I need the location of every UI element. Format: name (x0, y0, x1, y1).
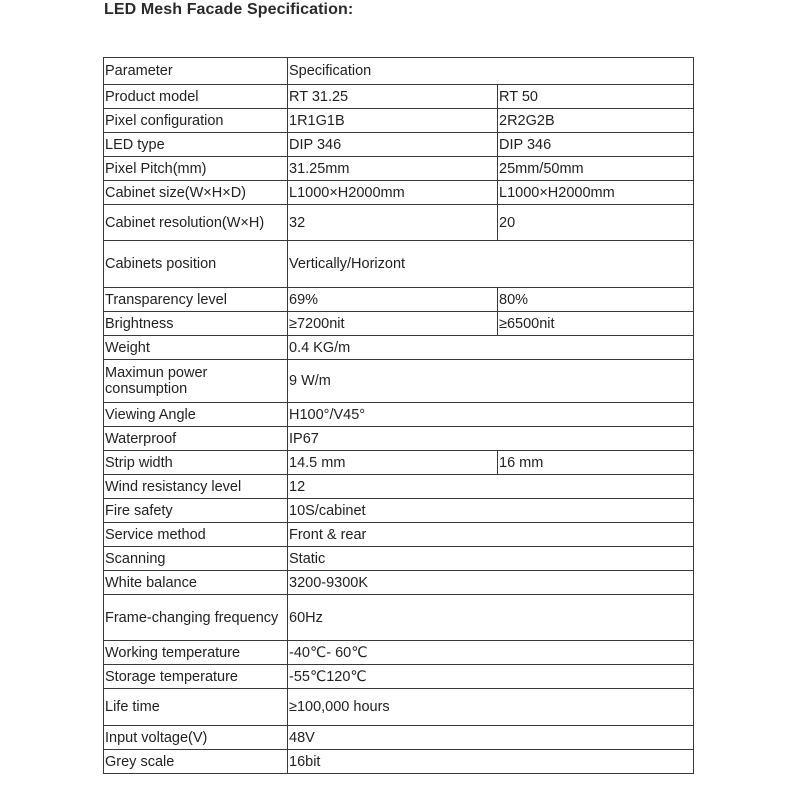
row-value-2: ≥6500nit (498, 312, 694, 336)
table-row (104, 750, 694, 774)
table-row (104, 427, 694, 451)
table-row (104, 547, 694, 571)
row-label: Parameter (104, 58, 288, 85)
row-label: Service method (104, 523, 288, 547)
specification-table (103, 57, 694, 774)
row-value-2: 20 (498, 205, 694, 241)
row-value-1: ≥7200nit (288, 312, 498, 336)
row-value: 10S/cabinet (288, 499, 694, 523)
row-label: Scanning (104, 547, 288, 571)
table-row (104, 403, 694, 427)
table-row (104, 499, 694, 523)
table-row (104, 288, 694, 312)
row-value: H100°/V45° (288, 403, 694, 427)
row-value: 48V (288, 726, 694, 750)
row-label: Pixel configuration (104, 109, 288, 133)
row-label: Frame-changing frequency (104, 595, 288, 641)
row-value: 3200-9300K (288, 571, 694, 595)
row-value-2: 80% (498, 288, 694, 312)
row-label: Cabinet size(W×H×D) (104, 181, 288, 205)
row-value: ≥100,000 hours (288, 689, 694, 726)
page-title: LED Mesh Facade Specification: (104, 1, 354, 18)
row-value-1: L1000×H2000mm (288, 181, 498, 205)
row-value-1: 69% (288, 288, 498, 312)
row-value-2: 25mm/50mm (498, 157, 694, 181)
table-row (104, 109, 694, 133)
row-label: Brightness (104, 312, 288, 336)
row-value: IP67 (288, 427, 694, 451)
row-label: Working temperature (104, 641, 288, 665)
row-label: Cabinets position (104, 241, 288, 288)
row-label: Weight (104, 336, 288, 360)
table-row (104, 85, 694, 109)
row-label: Fire safety (104, 499, 288, 523)
table-row (104, 475, 694, 499)
row-label: White balance (104, 571, 288, 595)
row-value-2: 16 mm (498, 451, 694, 475)
row-value-1: DIP 346 (288, 133, 498, 157)
row-value: 12 (288, 475, 694, 499)
row-label: Grey scale (104, 750, 288, 774)
row-value-1: RT 31.25 (288, 85, 498, 109)
row-label: LED type (104, 133, 288, 157)
row-value: Front & rear (288, 523, 694, 547)
row-label: Maximun power consumption (104, 360, 288, 403)
row-value-1: 14.5 mm (288, 451, 498, 475)
table-row (104, 595, 694, 641)
row-value: 0.4 KG/m (288, 336, 694, 360)
row-value: Specification (288, 58, 694, 85)
table-row (104, 571, 694, 595)
table-row (104, 641, 694, 665)
table-row (104, 181, 694, 205)
table-row (104, 133, 694, 157)
row-label: Pixel Pitch(mm) (104, 157, 288, 181)
table-row (104, 360, 694, 403)
row-label: Storage temperature (104, 665, 288, 689)
table-row (104, 523, 694, 547)
row-label: Waterproof (104, 427, 288, 451)
row-value: 16bit (288, 750, 694, 774)
table-row (104, 451, 694, 475)
table-row (104, 726, 694, 750)
table-row (104, 157, 694, 181)
row-value: 60Hz (288, 595, 694, 641)
table-row (104, 665, 694, 689)
table-row (104, 205, 694, 241)
row-value-2: 2R2G2B (498, 109, 694, 133)
row-value-1: 32 (288, 205, 498, 241)
row-value-1: 1R1G1B (288, 109, 498, 133)
row-label: Strip width (104, 451, 288, 475)
row-value: -40℃- 60℃ (288, 641, 694, 665)
row-value: Static (288, 547, 694, 571)
row-label: Cabinet resolution(W×H) (104, 205, 288, 241)
row-label: Life time (104, 689, 288, 726)
row-value: -55℃120℃ (288, 665, 694, 689)
row-value-2: RT 50 (498, 85, 694, 109)
row-label: Product model (104, 85, 288, 109)
table-row (104, 58, 694, 85)
row-value: Vertically/Horizont (288, 241, 694, 288)
table-row (104, 241, 694, 288)
row-label: Wind resistancy level (104, 475, 288, 499)
row-label: Input voltage(V) (104, 726, 288, 750)
row-label: Viewing Angle (104, 403, 288, 427)
row-value-2: L1000×H2000mm (498, 181, 694, 205)
row-label: Transparency level (104, 288, 288, 312)
table-row (104, 336, 694, 360)
table-row (104, 689, 694, 726)
row-value: 9 W/m (288, 360, 694, 403)
row-value-2: DIP 346 (498, 133, 694, 157)
row-value-1: 31.25mm (288, 157, 498, 181)
table-row (104, 312, 694, 336)
